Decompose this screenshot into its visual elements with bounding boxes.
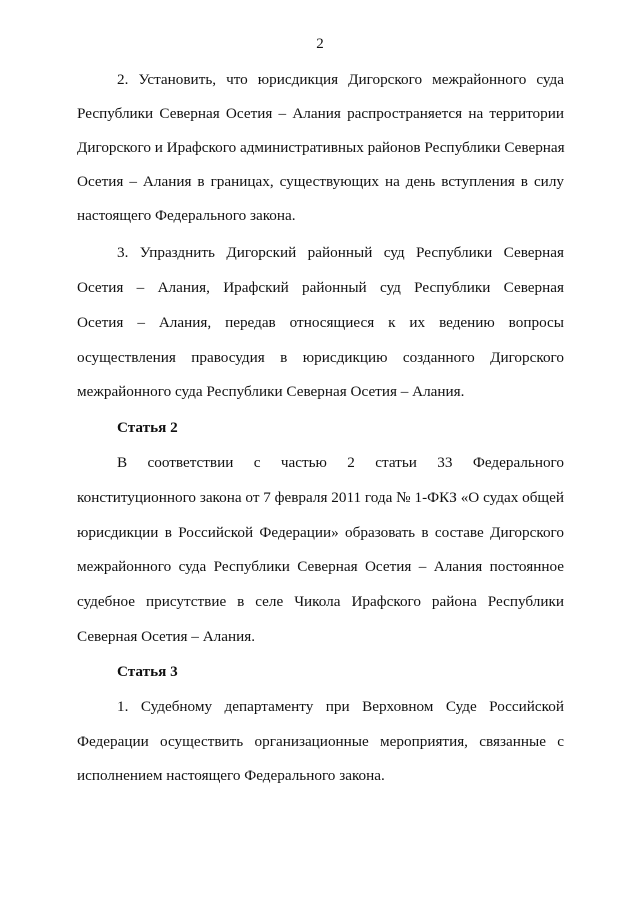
item2-line-4: Осетия – Алания в границах, существующих на день вступления в силу [77, 173, 564, 190]
article3-heading: Статья 3 [117, 663, 178, 680]
article3-line-2: Федерации осуществить организационные мероприятия, связанные с [77, 733, 564, 750]
article3-line-1: 1. Судебному департаменту при Верховном Суде Российской [117, 698, 564, 715]
item3-line-3: Осетия – Алания, передав относящиеся к их ведению вопросы [77, 314, 564, 331]
item2-line-3: Дигорского и Ирафского административных районов Республики Северная [77, 139, 565, 156]
item2-line-5: настоящего Федерального закона. [77, 207, 296, 224]
article2-heading: Статья 2 [117, 419, 178, 436]
article2-line-2: конституционного закона от 7 февраля 2011 года № 1-ФКЗ «О судах общей [77, 489, 564, 506]
article2-line-1: В соответствии с частью 2 статьи 33 Федерального [117, 454, 564, 471]
item3-line-4: осуществления правосудия в юрисдикцию созданного Дигорского [77, 349, 564, 366]
page-number: 2 [316, 36, 324, 52]
item2-line-2: Республики Северная Осетия – Алания распространяется на территории [77, 105, 564, 122]
article2-line-5: судебное присутствие в селе Чикола Ирафского района Республики [77, 593, 564, 610]
article2-line-4: межрайонного суда Республики Северная Осетия – Алания постоянное [77, 558, 564, 575]
article2-line-3: юрисдикции в Российской Федерации» образовать в составе Дигорского [77, 524, 564, 541]
item3-line-2: Осетия – Алания, Ирафский районный суд Республики Северная [77, 279, 564, 296]
item3-line-5: межрайонного суда Республики Северная Осетия – Алания. [77, 383, 465, 400]
item2-line-1: 2. Установить, что юрисдикция Дигорского межрайонного суда [117, 71, 564, 88]
article2-line-6: Северная Осетия – Алания. [77, 628, 256, 645]
article3-line-3: исполнением настоящего Федерального закона. [77, 767, 385, 784]
item3-line-1: 3. Упразднить Дигорский районный суд Республики Северная [117, 244, 564, 261]
